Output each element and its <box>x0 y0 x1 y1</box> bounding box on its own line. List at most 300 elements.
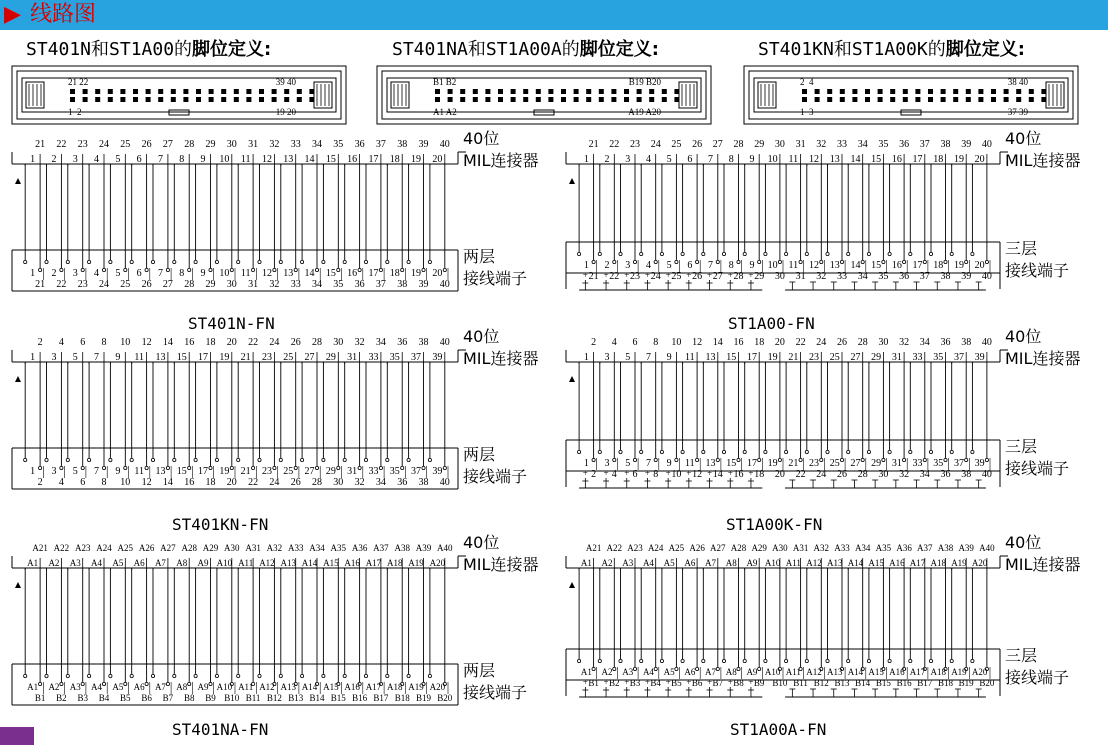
connector-pin-label-bottom: A9 <box>197 558 209 568</box>
terminal-label-lower: 24 <box>269 477 280 488</box>
terminal-screw <box>379 466 382 469</box>
terminal-screw <box>166 682 169 685</box>
connector-icon-label: B1 B2 <box>433 77 457 87</box>
terminal-label-upper: 15 <box>325 268 336 279</box>
connector-pin-label-top: A30 <box>224 543 240 553</box>
terminal-screw <box>237 674 240 677</box>
terminal-label-lower: 30 <box>226 279 237 290</box>
connector-pin-label-top: 8 <box>101 337 107 348</box>
diagram-name-st401na-fn: ST401NA-FN <box>172 720 269 739</box>
connector-pin <box>928 89 933 94</box>
terminal-label-upper: 5 <box>115 268 121 279</box>
terminal-label-lower: 39 <box>961 271 972 282</box>
connector-pin <box>536 97 541 102</box>
connector-pin-label-top: 16 <box>733 337 744 348</box>
connector-pin <box>272 97 277 102</box>
connector-pin-label-bottom: 8 <box>179 154 185 165</box>
terminal-screw <box>300 674 303 677</box>
terminal-label-upper: 4 <box>645 260 651 271</box>
terminal-screw <box>188 466 191 469</box>
connector-pin <box>662 97 667 102</box>
connector-pin-label-bottom: 33 <box>368 352 379 363</box>
connector-pin-label-top: A30 <box>772 543 788 553</box>
terminal-screw <box>124 268 127 271</box>
terminal-label-lower: B6 <box>141 693 152 703</box>
terminal-screw <box>279 260 282 263</box>
connector-pin-label-top: 6 <box>80 337 86 348</box>
connector-pin-label-bottom: A17 <box>365 558 382 568</box>
terminal-screw <box>443 466 446 469</box>
connector-pin-label-top: 20 <box>226 337 237 348</box>
connector-pin-label-bottom: 9 <box>115 352 121 363</box>
connector-pin-label-top: 36 <box>354 139 365 150</box>
connector-pin <box>624 97 629 102</box>
terminal-label-upper: A19 <box>408 682 424 692</box>
connector-icon-label: 39 40 <box>275 77 296 87</box>
terminal-screw <box>358 466 361 469</box>
terminal-screw <box>145 268 148 271</box>
terminal-screw <box>151 674 154 677</box>
terminal-screw <box>194 260 197 263</box>
terminal-label-upper: 13 <box>829 260 840 271</box>
terminal-screw <box>215 458 218 461</box>
terminal-label-lower: 39 <box>418 279 429 290</box>
terminal-label-lower: B11 <box>793 678 808 688</box>
terminal-screw <box>985 260 988 263</box>
terminal-screw <box>785 450 788 453</box>
terminal-label-upper: A15 <box>868 667 884 677</box>
terminal-label-upper: 8 <box>728 260 734 271</box>
terminal-label-lower: 8 <box>653 469 659 480</box>
connector-pin <box>183 97 188 102</box>
connector-icon-inner <box>754 78 1068 112</box>
terminal-screw <box>300 458 303 461</box>
terminal-label-lower: B19 <box>958 678 974 688</box>
connector-pin-label-bottom: 5 <box>666 154 672 165</box>
connector-pin-label-bottom: 11 <box>134 352 144 363</box>
connector-pin <box>498 89 503 94</box>
terminal-label-lower: B5 <box>671 678 682 688</box>
connector-pin <box>158 89 163 94</box>
terminal-label-lower: B12 <box>266 693 282 703</box>
terminal-screw <box>428 674 431 677</box>
terminal-label-lower: B14 <box>309 693 325 703</box>
terminal-label-lower: B17 <box>917 678 933 688</box>
connector-pin <box>865 97 870 102</box>
terminal-label-lower: 20 <box>774 469 785 480</box>
terminal-screw <box>364 674 367 677</box>
terminal-label-upper: A7 <box>705 667 717 677</box>
connector-pin-label-bottom: 16 <box>347 154 358 165</box>
terminal-label-lower: 40 <box>439 477 450 488</box>
connector-pin-label-top: 36 <box>899 139 910 150</box>
connector-pin-label-bottom: 19 <box>767 352 778 363</box>
terminal-screw <box>758 667 761 670</box>
plus-label: + <box>624 677 630 687</box>
terminal-label-upper: 14 <box>304 268 315 279</box>
connector-pin-label-top: 18 <box>205 337 216 348</box>
terminal-label-lower: B5 <box>120 693 131 703</box>
terminal-label-lower: B10 <box>772 678 788 688</box>
connector-pin-label-bottom: 12 <box>809 154 820 165</box>
connector-pin-label-bottom: A15 <box>868 558 884 568</box>
terminal-label-upper: 11 <box>134 466 144 477</box>
connector-pin-label-top: A23 <box>627 543 643 553</box>
connector-pin <box>599 97 604 102</box>
connector-pin-label-top: 29 <box>754 139 765 150</box>
pin-header-1: ST401N和ST1A00的脚位定义: <box>26 39 272 60</box>
terminal-label-lower: 12 <box>141 477 152 488</box>
terminal-label-upper: 13 <box>155 466 166 477</box>
connector-pin-label-bottom: 15 <box>726 352 737 363</box>
terminal-label-upper: 20 <box>432 268 443 279</box>
terminal-label-lower: 22 <box>248 477 259 488</box>
connector-pin-label-bottom: A3 <box>622 558 634 568</box>
plus-label: + <box>624 468 630 478</box>
terminal-label-upper: 27 <box>304 466 315 477</box>
connector-pin <box>928 97 933 102</box>
connector-pin-label-bottom: A12 <box>806 558 822 568</box>
connector-pin-label-bottom: 25 <box>829 352 840 363</box>
terminal-label-lower: 2 <box>37 477 43 488</box>
connector-pin-label-bottom: A11 <box>238 558 254 568</box>
terminal-screw <box>716 667 719 670</box>
terminal-label-upper: 39 <box>974 458 985 469</box>
terminal-screw <box>847 659 850 662</box>
pin1-marker <box>15 582 21 588</box>
terminal-screw <box>965 260 968 263</box>
terminal-label-lower: 27 <box>712 271 723 282</box>
terminal-label-lower: 16 <box>733 469 744 480</box>
connector-pin <box>1029 89 1034 94</box>
connector-pin <box>991 97 996 102</box>
connector-pin-label-bottom: 19 <box>411 154 422 165</box>
terminal-label-upper: 21 <box>240 466 251 477</box>
plus-label: + <box>727 677 733 687</box>
terminal-screw <box>971 252 974 255</box>
terminal-label-upper: A9 <box>197 682 209 692</box>
terminal-screw <box>826 659 829 662</box>
terminal-label-upper: A10 <box>216 682 233 692</box>
connector-pin <box>196 97 201 102</box>
connector-pin-label-bottom: 19 <box>953 154 964 165</box>
terminal-label-upper: 11 <box>685 458 695 469</box>
terminal-label-upper: 7 <box>94 466 100 477</box>
connector-pin-label-top: 26 <box>692 139 703 150</box>
connector-pin <box>485 89 490 94</box>
terminal-label-upper: 9 <box>749 260 755 271</box>
connector-pin-label-top: 34 <box>919 337 930 348</box>
terminal-screw <box>273 466 276 469</box>
terminal-label-lower: B18 <box>394 693 410 703</box>
terminal-label-upper: A4 <box>91 682 103 692</box>
terminal-screw <box>598 659 601 662</box>
terminal-screw <box>279 458 282 461</box>
connector-pin-label-bottom: 39 <box>974 352 985 363</box>
terminal-screw <box>258 674 261 677</box>
terminal-screw <box>737 667 740 670</box>
terminal-label-lower: 28 <box>184 279 195 290</box>
terminal-screw <box>950 252 953 255</box>
terminal-screw <box>230 268 233 271</box>
terminal-screw <box>194 458 197 461</box>
connector-pin <box>978 97 983 102</box>
terminal-label-upper: A7 <box>154 682 166 692</box>
terminal-screw <box>675 667 678 670</box>
terminal-screw <box>722 659 725 662</box>
terminal-label-upper: A13 <box>827 667 843 677</box>
terminal-screw <box>60 466 63 469</box>
connector-pin-label-bottom: 5 <box>115 154 121 165</box>
terminal-label-upper: 15 <box>726 458 737 469</box>
terminal-label-lower: 34 <box>857 271 868 282</box>
terminal-label-upper: 12 <box>261 268 272 279</box>
terminal-screw <box>315 466 318 469</box>
connector-pin <box>978 89 983 94</box>
pin-header-3: ST401KN和ST1A00K的脚位定义: <box>758 39 1025 60</box>
connector-pin-label-top: 10 <box>671 337 682 348</box>
terminal-screw <box>743 450 746 453</box>
terminal-label-lower: 22 <box>795 469 806 480</box>
terminal-screw <box>820 260 823 263</box>
connector-pin <box>171 89 176 94</box>
connector-pin <box>95 89 100 94</box>
terminal-label-upper: 35 <box>933 458 944 469</box>
connector-pin <box>259 97 264 102</box>
terminal-label-upper: 17 <box>746 458 757 469</box>
terminal-screw <box>971 450 974 453</box>
terminal-screw <box>598 450 601 453</box>
terminal-label-lower: B14 <box>855 678 871 688</box>
terminal-label-lower: 26 <box>692 271 703 282</box>
terminal-label-upper: 17 <box>912 260 923 271</box>
connector-pin <box>234 89 239 94</box>
connector-pin-label-top: A29 <box>202 543 219 553</box>
connector-pin-label-bottom: 11 <box>240 154 251 165</box>
terminal-label-lower: B12 <box>813 678 829 688</box>
terminal-screw <box>87 674 90 677</box>
terminal-label-lower: 8 <box>101 477 107 488</box>
terminal-screw <box>322 260 325 263</box>
connector-pin <box>611 89 616 94</box>
connector-pin-label-top: A26 <box>689 543 705 553</box>
terminal-label-upper: 13 <box>705 458 716 469</box>
connector-label-mil: MIL连接器 <box>1005 555 1081 574</box>
terminal-screw <box>944 458 947 461</box>
connector-pin-label-top: 26 <box>141 139 152 150</box>
terminal-label-lower: 29 <box>754 271 765 282</box>
terminal-screw <box>166 268 169 271</box>
connector-pin <box>108 97 113 102</box>
connector-pin-label-top: A35 <box>875 543 892 553</box>
terminal-label-upper: A4 <box>642 667 654 677</box>
terminal-label-lower: 28 <box>733 271 744 282</box>
terminal-screw <box>902 260 905 263</box>
terminal-label-lower: 28 <box>857 469 868 480</box>
terminal-label-upper: 17 <box>198 466 209 477</box>
terminal-label-upper: 18 <box>933 260 944 271</box>
terminal-label-upper: A17 <box>365 682 382 692</box>
terminal-screw <box>407 260 410 263</box>
terminal-label-lower: B15 <box>875 678 891 688</box>
terminal-label-upper: 3 <box>51 466 57 477</box>
connector-pin-label-top: 27 <box>712 139 723 150</box>
connector-pin-label-top: 29 <box>205 139 216 150</box>
terminal-label-lower: 10 <box>120 477 131 488</box>
terminal-label-upper: 11 <box>788 260 799 271</box>
connector-pin <box>953 97 958 102</box>
terminal-label-lower: 34 <box>312 279 323 290</box>
connector-pin-label-bottom: 4 <box>645 154 651 165</box>
terminal-screw <box>364 260 367 263</box>
terminal-screw <box>882 260 885 263</box>
connector-pin-label-top: 27 <box>162 139 173 150</box>
terminal-label-lower: 38 <box>418 477 429 488</box>
terminal-screw <box>826 252 829 255</box>
connector-pin-label-bottom: 31 <box>347 352 358 363</box>
terminal-screw <box>826 450 829 453</box>
terminal-screw <box>252 466 255 469</box>
connector-pin-label-top: 10 <box>120 337 131 348</box>
connector-label-40pin: 40位 <box>1005 129 1042 148</box>
connector-pin <box>852 89 857 94</box>
connector-pin <box>1016 97 1021 102</box>
connector-pin-label-top: 38 <box>418 337 429 348</box>
terminal-label-lower: 6 <box>632 469 638 480</box>
terminal-label-lower: B17 <box>373 693 389 703</box>
connector-pin-label-top: A27 <box>710 543 726 553</box>
connector-pin-label-bottom: 35 <box>933 352 944 363</box>
connector-pin-label-bottom: 14 <box>304 154 315 165</box>
connector-pin-label-top: 2 <box>591 337 597 348</box>
terminal-label-lower: 22 <box>56 279 67 290</box>
terminal-label-lower: B15 <box>330 693 346 703</box>
connector-pin-label-top: A25 <box>117 543 134 553</box>
connector-pin <box>966 89 971 94</box>
connector-pin <box>196 89 201 94</box>
terminal-label-lower: B6 <box>691 678 703 688</box>
connector-pin-label-bottom: 23 <box>261 352 272 363</box>
terminal-screw <box>805 252 808 255</box>
terminal-label-lower: B13 <box>288 693 304 703</box>
terminal-screw <box>358 268 361 271</box>
terminal-screw <box>592 667 595 670</box>
connector-pin-label-top: A34 <box>854 543 871 553</box>
terminal-label-lower: 4 <box>611 469 617 480</box>
connector-pin-label-top: A24 <box>96 543 112 553</box>
connector-pin-label-bottom: 17 <box>368 154 379 165</box>
connector-pin <box>133 97 138 102</box>
page-title: 线路图 <box>30 2 97 27</box>
connector-pin <box>523 97 528 102</box>
connector-pin-label-top: A39 <box>958 543 974 553</box>
terminal-label-upper: 1 <box>583 260 589 271</box>
plus-label: + <box>665 677 671 687</box>
terminal-label-lower: 26 <box>290 477 301 488</box>
terminal-label-lower: 30 <box>333 477 344 488</box>
connector-pin-label-top: A37 <box>373 543 389 553</box>
connector-pin-label-top: A38 <box>394 543 410 553</box>
terminal-label-lower: 36 <box>899 271 910 282</box>
terminal-screw <box>188 268 191 271</box>
connector-pin-label-top: 39 <box>418 139 429 150</box>
terminal-screw <box>237 458 240 461</box>
terminal-label-lower: 26 <box>141 279 152 290</box>
connector-pin <box>890 97 895 102</box>
pin-header-2: ST401NA和ST1A00A的脚位定义: <box>392 39 659 60</box>
terminal-label-upper: 1 <box>30 268 36 279</box>
connector-pin <box>511 89 516 94</box>
connector-pin <box>473 89 478 94</box>
connector-pin <box>966 97 971 102</box>
connector-label-mil: MIL连接器 <box>463 349 539 368</box>
connector-pin-label-bottom: A13 <box>280 558 296 568</box>
terminal-label-lower: 36 <box>397 477 408 488</box>
connector-pin <box>523 89 528 94</box>
connector-pin-label-top: 31 <box>248 139 259 150</box>
terminal-screw <box>422 466 425 469</box>
terminal-label-two-layer: 两层 <box>463 247 496 266</box>
terminal-label-upper: 20 <box>974 260 985 271</box>
terminal-screw <box>322 458 325 461</box>
connector-pin-label-top: 12 <box>141 337 152 348</box>
connector-pin-label-top: A21 <box>585 543 602 553</box>
connector-pin-label-top: A36 <box>351 543 368 553</box>
terminal-label-lower: 35 <box>878 271 889 282</box>
terminal-screw <box>102 466 105 469</box>
plus-label: + <box>707 270 713 280</box>
terminal-label-upper: 7 <box>645 458 651 469</box>
terminal-label-upper: A5 <box>112 682 124 692</box>
terminal-label-upper: 9 <box>200 268 206 279</box>
connector-pin <box>246 97 251 102</box>
connector-pin <box>448 89 453 94</box>
terminal-label-upper: A12 <box>259 682 275 692</box>
terminal-screw <box>230 466 233 469</box>
terminal-label-upper: A18 <box>387 682 403 692</box>
terminal-screw <box>695 667 698 670</box>
terminal-label-upper: 23 <box>809 458 820 469</box>
terminal-screw <box>386 674 389 677</box>
terminal-screw <box>847 450 850 453</box>
connector-pin-label-bottom: A16 <box>889 558 905 568</box>
connector-pin-label-bottom: A3 <box>69 558 81 568</box>
connector-pin <box>941 97 946 102</box>
terminal-screw <box>867 252 870 255</box>
connector-pin-label-bottom: A4 <box>91 558 103 568</box>
connector-pin-label-bottom: A18 <box>930 558 946 568</box>
terminal-label-upper: A20 <box>971 667 988 677</box>
connector-pin-label-bottom: A13 <box>827 558 843 568</box>
connector-pin-label-bottom: 6 <box>136 154 142 165</box>
connector-pin-label-top: 22 <box>795 337 806 348</box>
connector-pin <box>146 89 151 94</box>
terminal-screw <box>909 450 912 453</box>
plus-label: + <box>603 677 609 687</box>
terminal-label-lower: 40 <box>439 279 450 290</box>
terminal-label-block: 接线端子 <box>1005 261 1070 280</box>
connector-pin-label-top: 34 <box>312 139 323 150</box>
connector-icon-label: 1 2 <box>68 107 82 117</box>
terminal-label-upper: 29 <box>325 466 336 477</box>
terminal-screw <box>633 260 636 263</box>
plus-label: + <box>727 270 733 280</box>
terminal-screw <box>764 659 767 662</box>
terminal-label-upper: 14 <box>850 260 861 271</box>
connector-pin-label-bottom: 11 <box>685 352 695 363</box>
terminal-label-lower: 23 <box>629 271 640 282</box>
terminal-label-three-layer: 三层 <box>1005 646 1038 665</box>
